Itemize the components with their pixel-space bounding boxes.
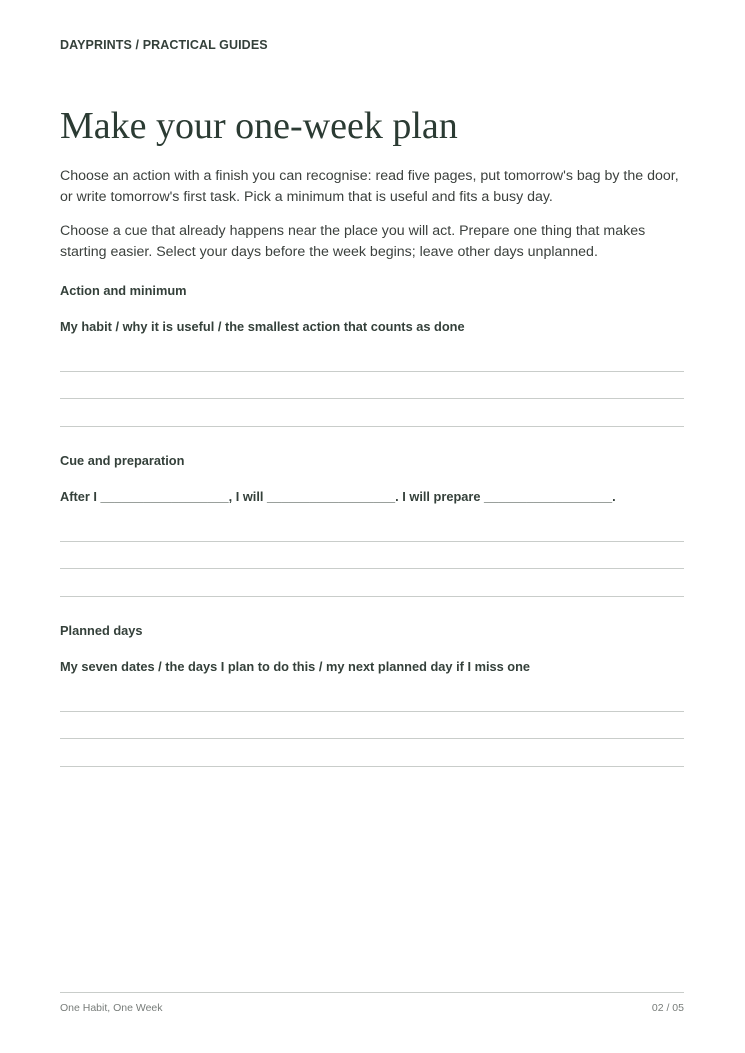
- writing-line[interactable]: [60, 711, 684, 712]
- writing-line[interactable]: [60, 398, 684, 399]
- section-cue-and-preparation: [60, 453, 684, 505]
- writing-line[interactable]: [60, 541, 684, 542]
- footer-page-number: 02 / 05: [651, 1002, 684, 1014]
- writing-line[interactable]: [60, 568, 684, 569]
- worksheet-page: [60, 0, 684, 1053]
- section-prompt: My seven dates / the days I plan to do this / my next planned day if I miss one: [60, 659, 531, 674]
- section-action-and-minimum: [60, 283, 684, 335]
- intro-paragraph: Choose a cue that already happens near the place you will act. Prepare one thing that makes starting easier. Select your days before the week begins; leave other days unplanned.: [60, 223, 646, 260]
- writing-line[interactable]: [60, 596, 684, 597]
- section-planned-days: [60, 623, 684, 675]
- section-heading: Cue and preparation: [60, 453, 185, 468]
- section-heading: Planned days: [60, 623, 143, 638]
- footer-doc-title: One Habit, One Week: [60, 1002, 163, 1014]
- writing-line[interactable]: [60, 426, 684, 427]
- section-prompt: After I __________________, I will __________________. I will prepare __________________.: [60, 489, 616, 504]
- writing-line[interactable]: [60, 766, 684, 767]
- writing-line[interactable]: [60, 371, 684, 372]
- section-prompt: My habit / why it is useful / the smallest action that counts as done: [60, 319, 465, 334]
- intro-paragraph: Choose an action with a finish you can recognise: read five pages, put tomorrow's bag by the door, or write tomorrow's first task. Pick a minimum that is useful and fits a busy day.: [60, 168, 679, 205]
- series-kicker: DAYPRINTS / PRACTICAL GUIDES: [60, 38, 268, 52]
- writing-line[interactable]: [60, 738, 684, 739]
- footer-divider: [60, 992, 684, 993]
- section-heading: Action and minimum: [60, 283, 187, 298]
- page-title: Make your one-week plan: [60, 105, 458, 147]
